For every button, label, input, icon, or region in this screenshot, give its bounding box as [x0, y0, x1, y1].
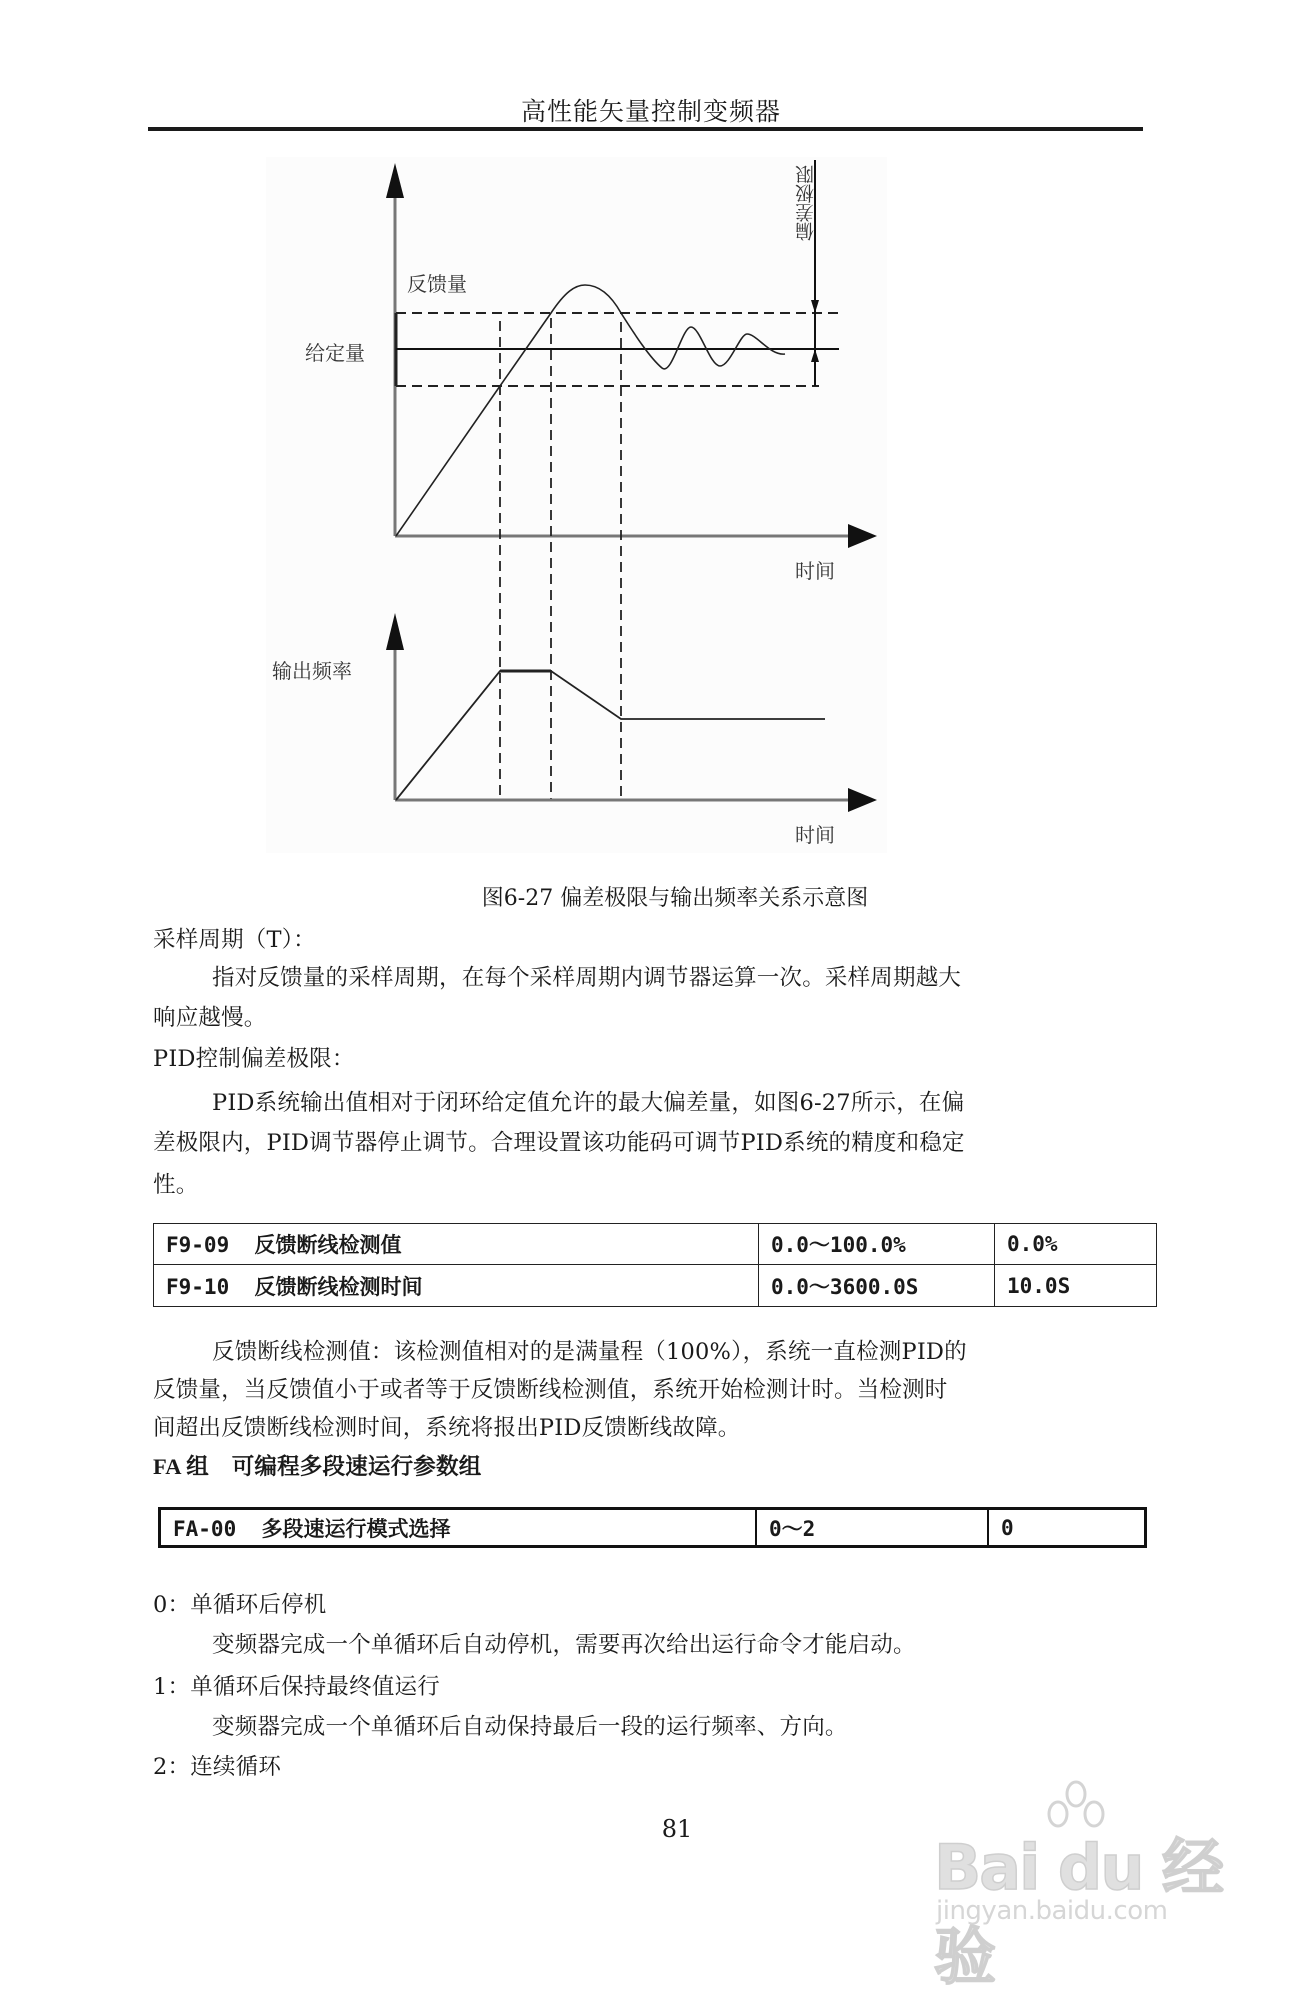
- paragraph-pid-line3: 性。: [153, 1172, 199, 1198]
- paragraph-pid-line2: 差极限内，PID调节器停止调节。合理设置该功能码可调节PID系统的精度和稳定: [153, 1130, 965, 1156]
- option-0-label: 0：单循环后停机: [153, 1592, 327, 1618]
- paragraph-feedback-line1: 反馈断线检测值：该检测值相对的是满量程（100%），系统一直检测PID的: [212, 1339, 967, 1365]
- label-time-top: 时间: [795, 559, 835, 583]
- heading-sampling-period: 采样周期（T）：: [153, 927, 316, 953]
- param-name: 反馈断线检测时间: [254, 1274, 423, 1299]
- param-range: 0.0～100.0%: [759, 1224, 995, 1265]
- option-0-desc: 变频器完成一个单循环后自动停机，需要再次给出运行命令才能启动。: [212, 1632, 916, 1658]
- table-row: [154, 1265, 1157, 1307]
- label-time-bottom: 时间: [795, 823, 835, 847]
- table-row: [154, 1224, 1157, 1265]
- param-code-name: [154, 1224, 759, 1265]
- param-code: FA-00: [173, 1516, 237, 1541]
- bottom-chart: [386, 613, 877, 812]
- page-number: 81: [661, 1815, 693, 1843]
- heading-fa-group: FA 组 可编程多段速运行参数组: [153, 1454, 482, 1479]
- figure-caption: 图6-27 偏差极限与输出频率关系示意图: [481, 886, 869, 911]
- option-2-label: 2：连续循环: [153, 1754, 282, 1780]
- page-header-title: 高性能矢量控制变频器: [520, 97, 781, 126]
- param-code-name: [160, 1509, 757, 1547]
- param-code: F9-09: [166, 1233, 230, 1257]
- label-deviation-limit: 偏差极限: [795, 165, 817, 241]
- param-range: 0.0～3600.0S: [759, 1265, 995, 1307]
- time-guides: [500, 318, 621, 800]
- param-name: 反馈断线检测值: [254, 1233, 402, 1257]
- label-setpoint: 给定量: [305, 341, 365, 365]
- figure-diagram: [266, 157, 887, 853]
- heading-pid-deviation: PID控制偏差极限：: [153, 1046, 355, 1072]
- watermark-url: jingyan.baidu.com: [936, 1896, 1168, 1926]
- param-default: 0.0%: [995, 1224, 1157, 1265]
- label-feedback: 反馈量: [407, 272, 467, 296]
- label-output-frequency: 输出频率: [272, 659, 352, 683]
- baidu-watermark: [934, 1778, 1234, 1993]
- param-name: 多段速运行模式选择: [261, 1516, 451, 1541]
- header-rule: [148, 127, 1143, 131]
- option-1-desc: 变频器完成一个单循环后自动保持最后一段的运行频率、方向。: [212, 1714, 848, 1740]
- watermark-logo: Bai du 经验: [934, 1831, 1223, 1993]
- param-default: 0: [988, 1509, 1146, 1547]
- table-row: [160, 1509, 1146, 1547]
- paragraph-feedback-line3: 间超出反馈断线检测时间，系统将报出PID反馈断线故障。: [153, 1415, 741, 1441]
- figure-deviation-limit: [266, 157, 887, 853]
- paragraph-sampling-line1: 指对反馈量的采样周期，在每个采样周期内调节器运算一次。采样周期越大: [212, 965, 962, 991]
- paragraph-sampling-line2: 响应越慢。: [153, 1005, 267, 1031]
- paragraph-feedback-line2: 反馈量，当反馈值小于或者等于反馈断线检测值，系统开始检测计时。当检测时: [153, 1377, 948, 1403]
- option-1-label: 1：单循环后保持最终值运行: [153, 1674, 440, 1700]
- param-range: 0～2: [756, 1509, 988, 1547]
- paragraph-pid-line1: PID系统输出值相对于闭环给定值允许的最大偏差量，如图6-27所示，在偏: [212, 1090, 965, 1116]
- param-table-fa: [158, 1507, 1147, 1548]
- param-default: 10.0S: [995, 1265, 1157, 1307]
- param-table-f9: [153, 1223, 1157, 1307]
- param-code: F9-10: [166, 1274, 230, 1299]
- param-code-name: [154, 1265, 759, 1307]
